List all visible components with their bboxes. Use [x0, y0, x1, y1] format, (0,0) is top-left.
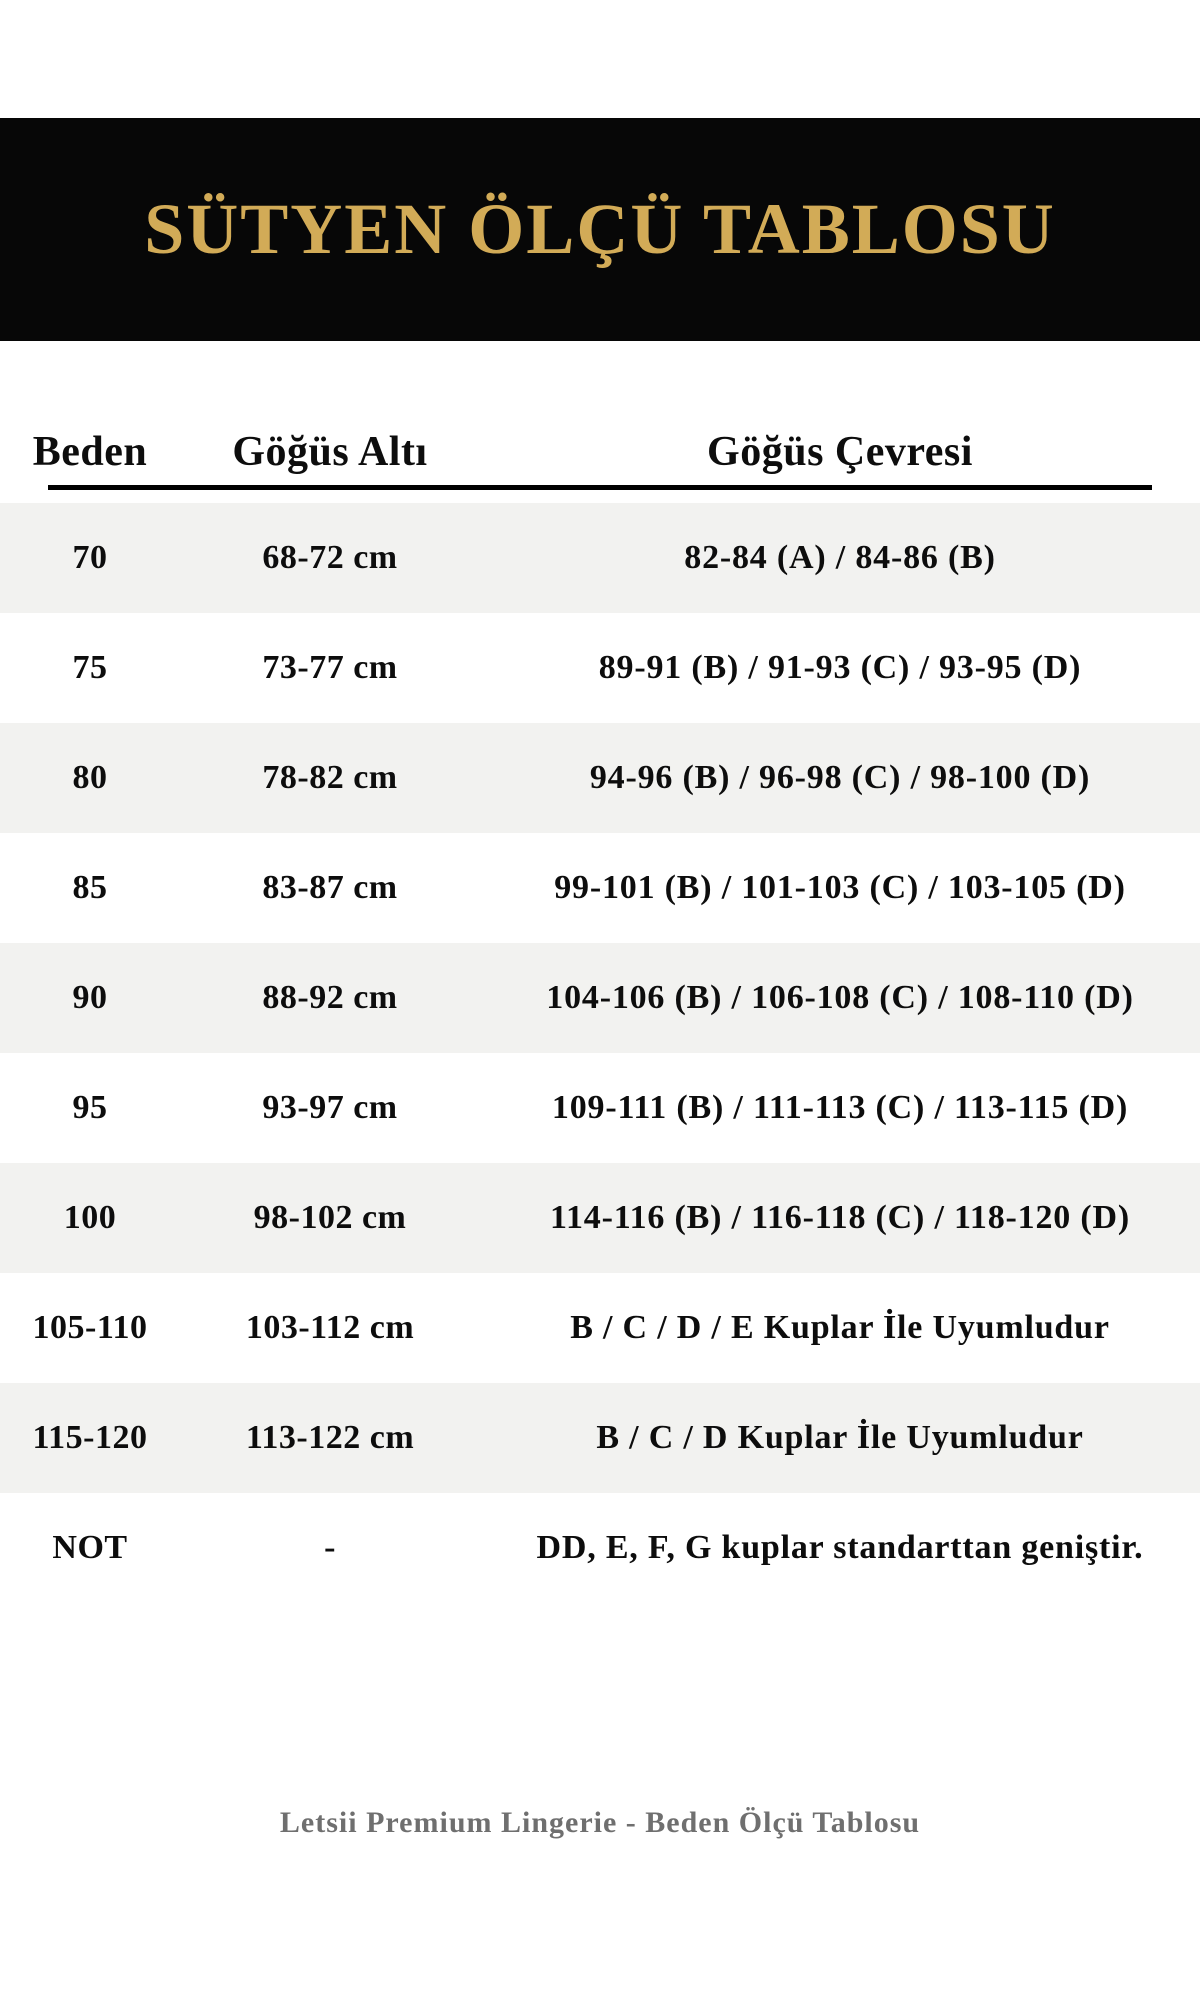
size-cell: 70	[72, 539, 108, 576]
underbust-cell: 68-72 cm	[262, 539, 398, 576]
size-cell: NOT	[52, 1529, 128, 1566]
underbust-cell: -	[324, 1529, 336, 1566]
underbust-cell: 73-77 cm	[262, 649, 398, 686]
bust-cell: 104-106 (B) / 106-108 (C) / 108-110 (D)	[546, 979, 1134, 1016]
bust-cell: 89-91 (B) / 91-93 (C) / 93-95 (D)	[598, 649, 1082, 686]
underbust-cell: 83-87 cm	[262, 869, 398, 906]
table-body	[0, 503, 1200, 1603]
size-cell: 90	[72, 979, 108, 1016]
table-row	[0, 503, 1200, 613]
size-cell: 80	[72, 759, 108, 796]
size-cell: 85	[72, 869, 108, 906]
table-row	[0, 1053, 1200, 1163]
page-title: SÜTYEN ÖLÇÜ TABLOSU	[144, 189, 1056, 269]
size-cell: 115-120	[32, 1419, 148, 1456]
size-cell: 95	[72, 1089, 108, 1126]
bust-cell: 109-111 (B) / 111-113 (C) / 113-115 (D)	[551, 1089, 1129, 1126]
underbust-cell: 103-112 cm	[245, 1309, 415, 1346]
bust-cell: 114-116 (B) / 116-118 (C) / 118-120 (D)	[550, 1199, 1130, 1236]
table-row	[0, 1163, 1200, 1273]
underbust-cell: 78-82 cm	[262, 759, 398, 796]
size-cell: 100	[63, 1199, 117, 1236]
bust-cell: DD, E, F, G kuplar standarttan geniştir.	[536, 1529, 1144, 1566]
table-row	[0, 943, 1200, 1053]
size-cell: 75	[72, 649, 108, 686]
table-row	[0, 613, 1200, 723]
bust-cell: B / C / D / E Kuplar İle Uyumludur	[570, 1309, 1110, 1346]
bust-cell: 82-84 (A) / 84-86 (B)	[684, 539, 996, 576]
header-divider	[48, 485, 1152, 490]
footer-brand-line: Letsii Premium Lingerie - Beden Ölçü Tablosu	[279, 1806, 921, 1839]
underbust-cell: 88-92 cm	[262, 979, 398, 1016]
title-banner	[0, 118, 1200, 341]
bust-cell: 94-96 (B) / 96-98 (C) / 98-100 (D)	[589, 759, 1091, 796]
bust-cell: 99-101 (B) / 101-103 (C) / 103-105 (D)	[554, 869, 1126, 906]
header-bust: Göğüs Çevresi	[707, 429, 973, 475]
table-row	[0, 1383, 1200, 1493]
header-size: Beden	[32, 429, 148, 475]
header-underbust: Göğüs Altı	[232, 429, 428, 475]
table-row	[0, 1273, 1200, 1383]
table-row	[0, 833, 1200, 943]
bust-cell: B / C / D Kuplar İle Uyumludur	[596, 1419, 1084, 1456]
table-row	[0, 723, 1200, 833]
underbust-cell: 113-122 cm	[245, 1419, 415, 1456]
size-chart-table	[0, 420, 1200, 1603]
underbust-cell: 93-97 cm	[262, 1089, 398, 1126]
size-cell: 105-110	[32, 1309, 148, 1346]
table-row-note	[0, 1493, 1200, 1603]
underbust-cell: 98-102 cm	[253, 1199, 407, 1236]
table-header-row	[0, 420, 1200, 476]
